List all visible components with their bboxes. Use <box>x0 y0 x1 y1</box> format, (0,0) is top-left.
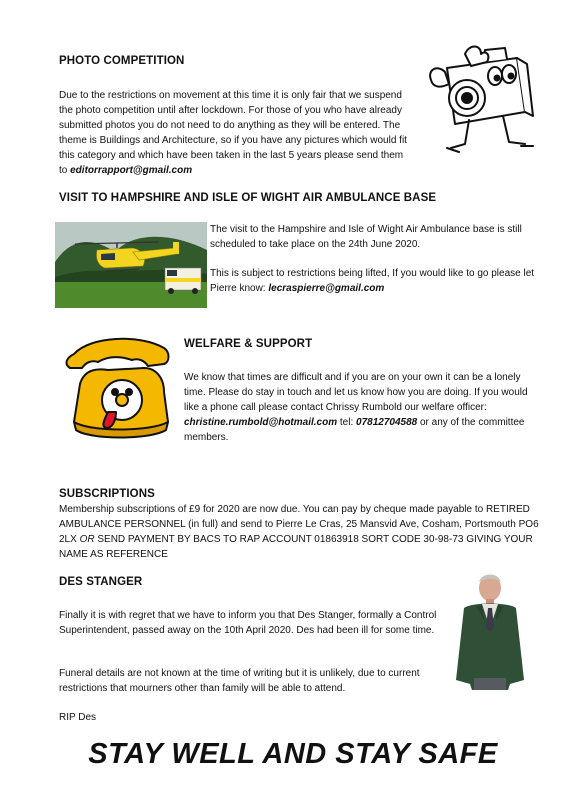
photo-competition-heading: PHOTO COMPETITION <box>59 55 185 67</box>
air-ambulance-text-1: The visit to the Hampshire and Isle of Wight Air Ambulance base is still scheduled to take place on the 24th June 2020. <box>210 224 522 250</box>
telephone-cartoon-icon <box>60 334 180 440</box>
subscriptions-text: Membership subscriptions of £9 for 2020 are now due. You can pay by cheque made payable to RETIRED AMBULANCE PERSONNEL (in full) and send to Pierre Le Cras, 25 Mansvid Ave, Cosham, Portsmouth PO6 2LX OR SEND PAYMENT BY BACS TO RAP ACCOUNT 01863918 SORT CODE 30-98-73 GIVING YOUR NAME AS REFERENCE <box>59 504 539 560</box>
camera-cartoon-icon <box>425 40 545 158</box>
welfare-email-link[interactable]: christine.rumbold@hotmail.com <box>184 417 338 428</box>
photo-email-link[interactable]: editorrapport@gmail.com <box>70 165 193 176</box>
welfare-text: We know that times are difficult and if you are on your own it can be a lonely time. Please do stay in touch and let us know how you are doing. If you would like a phone call please contact Chrissy Rumbold our welfare officer: christine.rumbold@hotmail.com tel: 07812704588 or any of the committee members. <box>184 372 528 443</box>
air-ambulance-heading: VISIT TO HAMPSHIRE AND ISLE OF WIGHT AIR AMBULANCE BASE <box>59 192 437 204</box>
des-stanger-text-2: Funeral details are not known at the time of writing but it is unlikely, due to current restrictions that mourners other than family will be able to attend. <box>59 668 420 694</box>
subscriptions-heading: SUBSCRIPTIONS <box>59 488 155 500</box>
welfare-phone-number[interactable]: 07812704588 <box>356 417 418 428</box>
photo-competition-text: Due to the restrictions on movement at this time it is only fair that we suspend the photo competition until after lockdown. For those of you who have already submitted photos you do not need to do anything as they will be entered. The theme is Buildings and Architecture, so if you have any pictures which would fit this category and which have been taken in the last 5 years please send them to editorrapport@gmail.com <box>59 90 407 176</box>
welfare-heading: WELFARE & SUPPORT <box>184 338 313 350</box>
stay-safe-banner: STAY WELL AND STAY SAFE <box>88 738 498 770</box>
des-stanger-portrait <box>454 570 526 690</box>
des-stanger-heading: DES STANGER <box>59 576 143 588</box>
air-ambulance-text-2: This is subject to restrictions being lifted, If you would like to go please let Pierre know: lecraspierre@gmail.com <box>210 268 535 294</box>
des-stanger-text-1: Finally it is with regret that we have to inform you that Des Stanger, formally a Control Superintendent, passed away on the 10th April 2020. Des had been ill for some time. <box>59 610 437 636</box>
air-ambulance-photo <box>55 222 207 308</box>
rip-text: RIP Des <box>59 712 97 723</box>
pierre-email-link[interactable]: lecraspierre@gmail.com <box>268 283 385 294</box>
